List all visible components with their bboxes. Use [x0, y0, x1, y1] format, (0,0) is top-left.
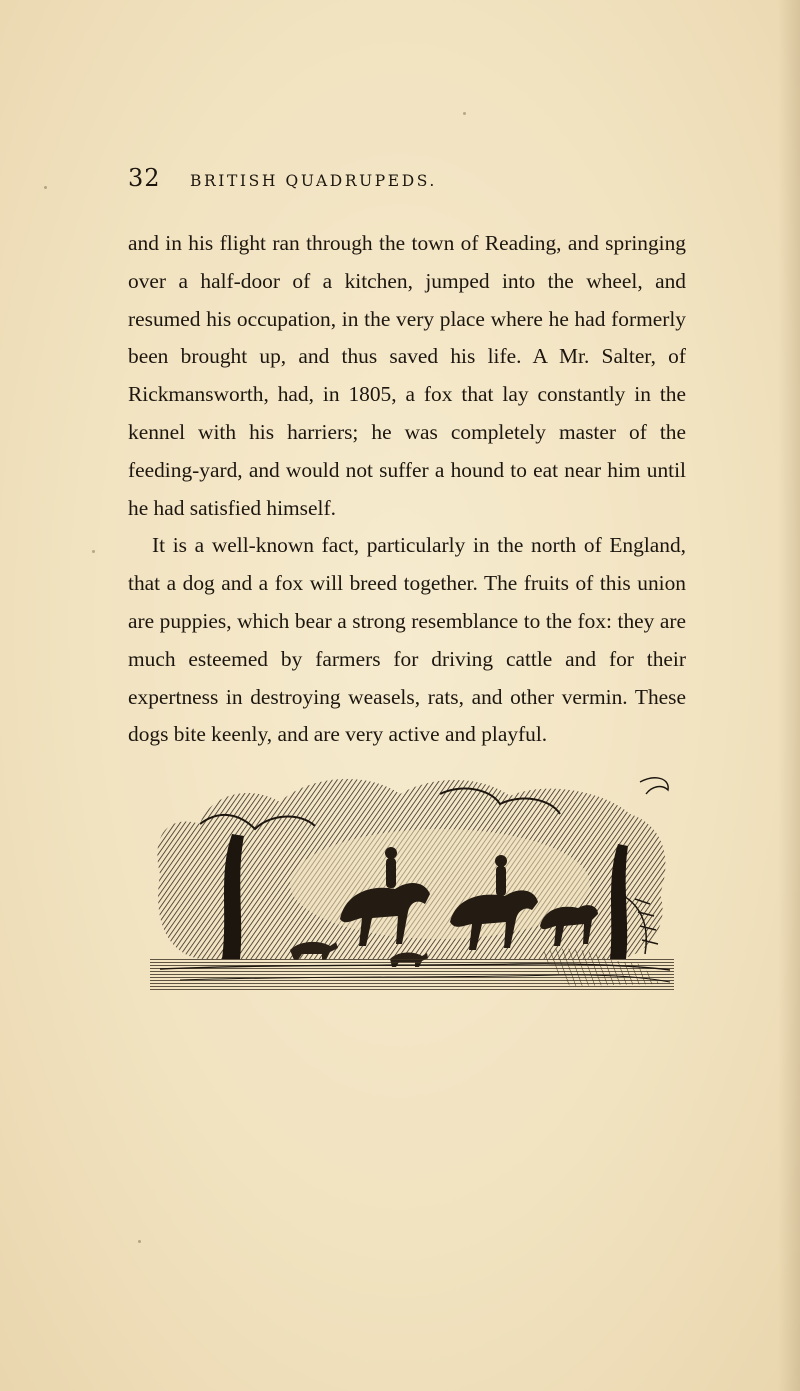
hunting-scene-engraving-icon — [140, 754, 684, 992]
foxing-speck — [92, 550, 95, 553]
paragraph: It is a well-known fact, particularly in the north of England, that a dog and a fox will breed together. The fruits of this union are puppies, which bear a strong resemblance to the fox: they are much esteemed by farmers for driving cattle and for their expertness in destroying weasels, rats, and other vermin. These dogs bite keenly, and are very active and playful. — [128, 533, 686, 747]
foxing-speck — [138, 1240, 141, 1243]
page-edge-shadow — [778, 0, 800, 1391]
paragraph: and in his flight ran through the town of Reading, and springing over a half-door of a kitchen, jumped into the wheel, and resumed his occupation, in the very place where he had formerly been brought up, and thus saved his life. A Mr. Salter, of Rickmansworth, had, in 1805, a fox that lay constantly in the kennel with his harriers; he was completely master of the feeding-yard, and would not suffer a hound to eat near him until he had satisfied himself. — [128, 231, 686, 520]
page-number: 32 — [128, 164, 161, 192]
page-header — [128, 164, 688, 200]
running-head: BRITISH QUADRUPEDS. — [190, 172, 437, 190]
foxing-speck — [463, 112, 466, 115]
engraving-drawing — [140, 754, 684, 992]
foxing-speck — [44, 186, 47, 189]
body-text — [128, 225, 686, 754]
